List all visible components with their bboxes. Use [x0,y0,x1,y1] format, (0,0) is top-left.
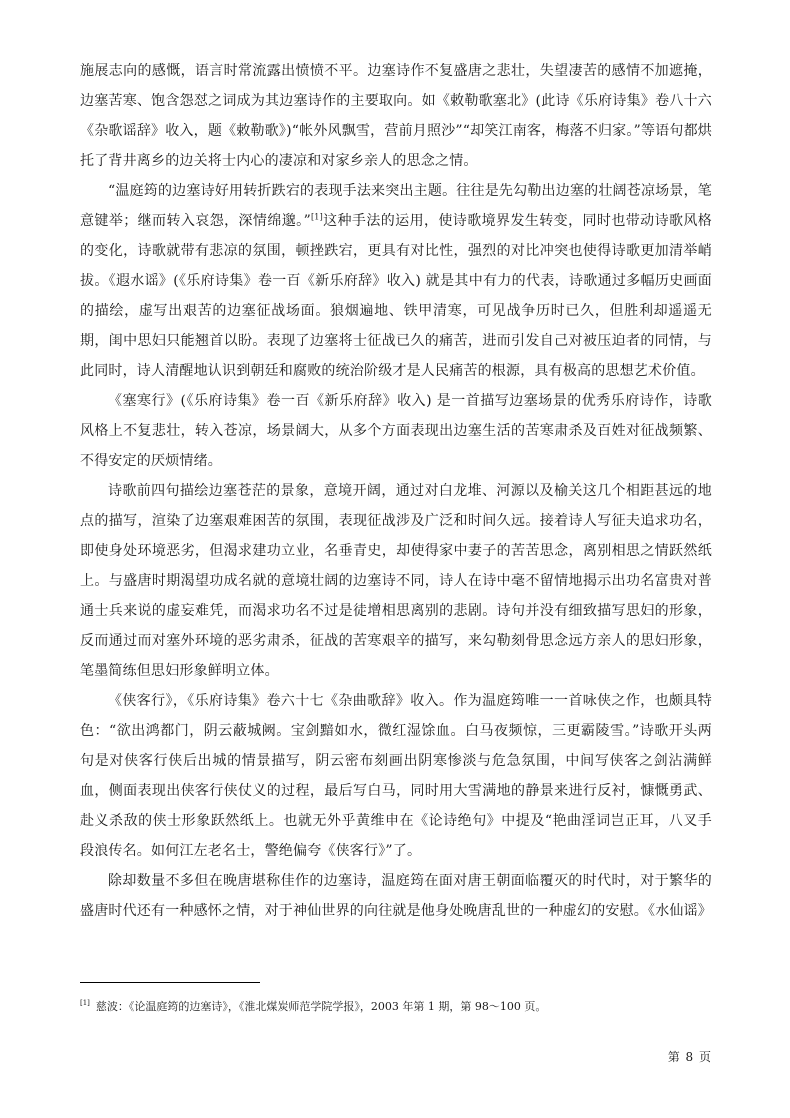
page-number: 第 8 页 [667,1050,712,1064]
footnote-reference[interactable]: [1] [310,212,323,222]
paragraph-5: 《侠客行》，《乐府诗集》卷六十七《杂曲歌辞》收入。作为温庭筠唯一一首咏侠之作，也颇具特色：“欲出鸿都门，阴云蔽城阙。宝剑黯如水，微红湿馀血。白马夜频惊，三更霸陵雪。”诗歌开头两句是对侠客行侠后出城的情景描写，阴云密布刻画出阴寒惨淡与危急氛围，中间写侠客之剑沾满鲜血，侧面表现出侠客行侠仗义的过程，最后写白马，同时用大雪满地的静景来进行反衬，慷慨勇武、赴义杀敌的侠士形象跃然纸上。也就无外乎黄维申在《论诗绝句》中提及“艳曲淫词岂正耳，八叉手段浪传名。如何江左老名士，警绝偏夸《侠客行》”了。 [80,693,712,859]
paragraph-2 [80,176,712,386]
footnote-divider [80,982,260,983]
document-body [80,56,712,926]
paragraph-2-text-a: “温庭筠的边塞诗好用转折跌宕的表现手法来突出主题。往往是先勾勒出边塞的壮阔苍凉场景，笔意键举；继而转入哀怨，深情绵邈。” [80,183,712,229]
footnote [80,998,712,1016]
footnote-text: 慈波：《论温庭筠的边塞诗》，《淮北煤炭师范学院学报》，2003 年第 1 期，第 98～100 页。 [95,1000,547,1013]
paragraph-3: 《塞寒行》(《乐府诗集》卷一百《新乐府辞》收入) 是一首描写边塞场景的优秀乐府诗作，诗歌风格上不复悲壮，转入苍凉，场景阔大，从多个方面表现出边塞生活的苦寒肃杀及百姓对征战频繁、不得安定的厌烦情绪。 [80,393,712,469]
paragraph-4: 诗歌前四句描绘边塞苍茫的景象，意境开阔，通过对白龙堆、河源以及榆关这几个相距甚远的地点的描写，渲染了边塞艰难困苦的氛围，表现征战涉及广泛和时间久远。接着诗人写征夫追求功名，即使身处环境恶劣，但渴求建功立业，名垂青史，却使得家中妻子的苦苦思念，离别相思之情跃然纸上。与盛唐时期渴望功成名就的意境壮阔的边塞诗不同，诗人在诗中毫不留情地揭示出功名富贵对普通士兵来说的虚妄难凭，而渴求功名不过是徒增相思离别的悲剧。诗句并没有细致描写思妇的形象，反而通过而对塞外环境的恶劣肃杀，征战的苦寒艰辛的描写，来勾勒刻骨思念远方亲人的思妇形象，笔墨简练但思妇形象鲜明立体。 [80,483,712,679]
paragraph-6: 除却数量不多但在晚唐堪称佳作的边塞诗，温庭筠在面对唐王朝面临覆灭的时代时，对于繁华的盛唐时代还有一种感怀之情，对于神仙世界的向往就是他身处晚唐乱世的一种虚幻的安慰。《水仙谣》 [80,873,712,919]
paragraph-2-text-b: 这种手法的运用，使诗歌境界发生转变，同时也带动诗歌风格的变化，诗歌就带有悲凉的氛围，顿挫跌宕，更具有对比性，强烈的对比冲突也使得诗歌更加清举峭拔。《遐水谣》(《乐府诗集》卷一百《新乐府辞》收入) 就是其中有力的代表，诗歌通过多幅历史画面的描绘，虚写出艰苦的边塞征战场面。狼烟遍地、铁甲清寒，可见战争历时已久，但胜利却遥遥无期，闺中思妇只能翘首以盼。表现了边塞将士征战已久的痛苦，进而引发自己对被压迫者的同情，与此同时，诗人清醒地认识到朝廷和腐败的统治阶级才是人民痛苦的根源，具有极高的思想艺术价值。 [80,213,712,379]
paragraph-1: 施展志向的感慨，语言时常流露出愤愤不平。边塞诗作不复盛唐之悲壮，失望凄苦的感情不加遮掩，边塞苦寒、饱含怨怼之词成为其边塞诗作的主要取向。如《敕勒歌塞北》(此诗《乐府诗集》卷八十六《杂歌谣辞》收入，题《敕勒歌》)“帐外风飘雪，营前月照沙”“却笑江南客，梅落不归家。”等语句都烘托了背井离乡的边关将士内心的凄凉和对家乡亲人的思念之情。 [80,63,712,169]
footnote-mark: [1] [80,999,90,1008]
